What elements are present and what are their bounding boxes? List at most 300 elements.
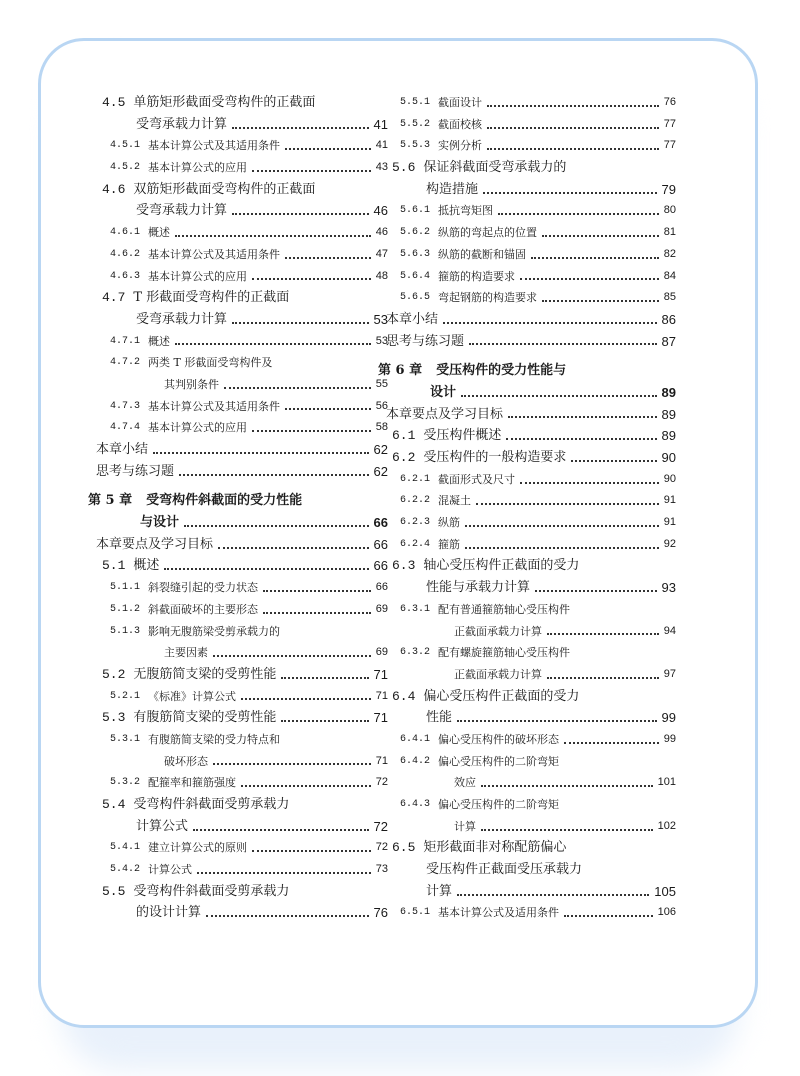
toc-entry-page: 80	[663, 204, 676, 217]
dot-leader	[213, 763, 371, 765]
toc-entry[interactable]	[375, 222, 676, 244]
toc-entry[interactable]	[88, 179, 388, 201]
toc-entry-page: 41	[373, 116, 388, 132]
toc-entry-title: 偏心受压构件正截面的受力	[423, 688, 580, 704]
toc-entry-page: 55	[375, 377, 388, 390]
toc-entry[interactable]	[88, 92, 388, 114]
toc-entry[interactable]	[88, 577, 388, 599]
dot-leader	[520, 482, 659, 484]
toc-entry[interactable]	[378, 404, 676, 426]
toc-entry-title: 计算	[426, 883, 453, 899]
toc-entry-number: 6.4.1	[400, 733, 431, 745]
dot-leader	[224, 387, 371, 389]
dot-leader	[252, 430, 371, 432]
toc-entry-title: 基本计算公式的应用	[148, 161, 248, 175]
toc-entry[interactable]	[375, 244, 676, 266]
toc-entry-page: 72	[373, 818, 388, 834]
toc-entry-number: 6.3	[392, 558, 416, 574]
toc-entry-number: 5.1	[102, 558, 126, 574]
dot-leader	[520, 278, 659, 280]
toc-entry-page: 66	[373, 515, 388, 531]
toc-entry-number: 6.1	[392, 428, 416, 444]
toc-entry-title: 纵筋的截断和锚固	[438, 247, 527, 261]
toc-entry[interactable]	[88, 135, 388, 157]
toc-entry-number: 6.3.1	[400, 603, 431, 615]
dot-leader	[263, 590, 371, 592]
toc-entry-title: 受弯构件斜截面的受力性能	[146, 493, 303, 509]
toc-entry[interactable]	[378, 382, 676, 404]
toc-entry[interactable]	[88, 200, 388, 222]
toc-entry-number: 5.6.4	[400, 270, 431, 282]
dot-leader	[483, 192, 657, 194]
toc-entry-page: 69	[375, 602, 388, 615]
toc-entry-number: 4.7	[102, 290, 126, 306]
toc-entry[interactable]	[375, 772, 676, 794]
toc-entry-number: 4.7.4	[110, 422, 141, 434]
dot-leader	[564, 915, 653, 917]
dot-leader	[547, 677, 659, 679]
dot-leader	[531, 257, 659, 259]
dot-leader	[469, 343, 657, 345]
toc-entry-title: 受弯构件斜截面受剪承载力	[133, 883, 290, 899]
dot-leader	[175, 343, 371, 345]
toc-entry-number: 4.7.3	[110, 400, 141, 412]
dot-leader	[285, 408, 371, 410]
dot-leader	[241, 698, 371, 700]
toc-entry-page: 58	[375, 421, 388, 434]
dot-leader	[206, 915, 369, 917]
toc-entry[interactable]	[375, 599, 676, 621]
toc-entry-title: 影响无腹筋梁受剪承载力的	[148, 624, 281, 638]
toc-entry-page: 79	[661, 181, 676, 197]
toc-entry[interactable]	[375, 577, 676, 599]
toc-entry[interactable]	[375, 331, 676, 353]
toc-entry-page: 102	[657, 819, 676, 832]
toc-entry[interactable]	[375, 135, 676, 157]
toc-entry-page: 46	[375, 226, 388, 239]
toc-entry[interactable]	[378, 621, 676, 643]
dot-leader	[476, 503, 659, 505]
toc-entry-title: 受弯构件斜截面受剪承载力	[133, 797, 290, 812]
toc-entry-title: 《标准》计算公式	[148, 689, 237, 703]
toc-entry-title: 基本计算公式的应用	[148, 269, 248, 283]
toc-entry-title: 保证斜截面受弯承载力的	[423, 160, 567, 176]
toc-entry-number: 6.3.2	[400, 647, 431, 659]
toc-entry-title: 偏心受压构件的二阶弯矩	[438, 798, 560, 811]
toc-entry-title: 有腹筋简支梁的受剪性能	[133, 710, 277, 726]
dot-leader	[232, 213, 369, 215]
toc-entry-title: 偏心受压构件的破坏形态	[438, 732, 560, 746]
toc-entry-title: 基本计算公式及适用条件	[438, 906, 560, 920]
toc-entry-title: 本章小结	[96, 442, 149, 457]
toc-entry-title: 箍筋	[438, 537, 461, 551]
toc-entry-number: 6.2	[392, 450, 416, 465]
toc-entry[interactable]	[378, 425, 676, 447]
toc-entry-title: 有腹筋简支梁的受力特点和	[148, 732, 281, 746]
toc-entry-page: 92	[663, 537, 676, 550]
toc-entry[interactable]	[88, 417, 388, 439]
toc-entry-number: 5.3.2	[110, 777, 141, 789]
toc-entry[interactable]	[88, 794, 388, 816]
toc-entry-title: 抵抗弯矩图	[438, 204, 494, 218]
toc-entry-number: 6.2.3	[400, 517, 431, 529]
toc-entry-page: 89	[661, 428, 676, 444]
toc-entry-title: 箍筋的构造要求	[438, 269, 516, 283]
toc-entry-page: 43	[375, 161, 388, 174]
toc-entry-page: 73	[375, 863, 388, 876]
toc-entry-title: 计算	[454, 819, 476, 833]
toc-entry-title: 正截面承载力计算	[454, 624, 542, 638]
toc-entry[interactable]	[378, 534, 676, 556]
toc-entry-number: 5.1.1	[110, 582, 141, 594]
toc-entry-page: 91	[663, 494, 676, 507]
toc-entry-number: 4.5.2	[110, 162, 141, 174]
toc-entry[interactable]	[375, 837, 676, 859]
toc-entry[interactable]	[88, 881, 388, 903]
toc-entry-title: 受弯承载力计算	[136, 311, 228, 327]
toc-entry-title: 建立计算公式的原则	[148, 841, 248, 855]
toc-entry[interactable]	[375, 642, 676, 664]
toc-entry-title: 矩形截面非对称配筋偏心	[423, 840, 567, 856]
dot-leader	[175, 235, 371, 237]
toc-entry-number: 4.6.2	[110, 248, 141, 260]
toc-entry-title: 配有普通箍筋轴心受压构件	[438, 602, 571, 616]
toc-entry-title: 混凝土	[438, 494, 472, 508]
toc-entry-title: 基本计算公式及其适用条件	[148, 247, 281, 261]
toc-entry-number: 5.5	[102, 883, 126, 899]
toc-entry[interactable]	[378, 664, 676, 686]
toc-entry[interactable]	[88, 837, 388, 859]
toc-entry[interactable]	[378, 200, 676, 222]
toc-entry-title: 性能与承载力计算	[426, 580, 531, 596]
toc-entry[interactable]	[88, 534, 388, 556]
toc-entry-number: 4.5.1	[110, 140, 141, 152]
toc-entry[interactable]	[88, 439, 388, 461]
toc-entry-page: 87	[661, 333, 676, 349]
dot-leader	[481, 785, 653, 787]
toc-entry-title: 基本计算公式及其适用条件	[148, 139, 281, 153]
toc-entry[interactable]	[88, 729, 388, 751]
toc-entry-number: 5.3	[102, 710, 126, 726]
toc-entry[interactable]	[88, 707, 388, 729]
toc-entry-title: 的设计计算	[136, 905, 202, 921]
dot-leader	[487, 127, 659, 129]
toc-entry[interactable]	[378, 287, 676, 309]
toc-entry-page: 56	[375, 399, 388, 412]
toc-entry-title: 本章小结	[386, 311, 439, 327]
toc-entry-page: 91	[663, 516, 676, 529]
toc-entry-page: 99	[663, 732, 676, 745]
toc-entry-number: 4.6.3	[110, 270, 141, 282]
toc-entry-title: 两类 T 形截面受弯构件及	[148, 356, 273, 370]
toc-entry-title: 受压构件概述	[423, 428, 502, 444]
toc-entry[interactable]	[88, 396, 388, 418]
dot-leader	[263, 612, 371, 614]
toc-entry-number: 5.4	[102, 797, 126, 812]
toc-entry-number: 5.4.2	[110, 864, 141, 876]
toc-entry-page: 82	[663, 247, 676, 260]
toc-entry[interactable]	[378, 92, 676, 114]
toc-entry-page: 53	[373, 311, 388, 327]
dot-leader	[285, 148, 371, 150]
toc-entry-title: 弯起钢筋的构造要求	[438, 291, 538, 305]
dot-leader	[542, 235, 659, 237]
toc-entry[interactable]	[88, 642, 388, 664]
dot-leader	[213, 655, 371, 657]
toc-entry[interactable]	[88, 664, 388, 686]
toc-entry-number: 4.5	[102, 95, 126, 110]
dot-leader	[232, 127, 369, 129]
dot-leader	[481, 829, 653, 831]
toc-entry-title: 性能	[426, 710, 453, 726]
toc-entry-page: 85	[663, 291, 676, 304]
toc-entry-title: 其判别条件	[164, 377, 219, 391]
toc-entry-page: 90	[661, 450, 676, 465]
toc-entry[interactable]	[375, 266, 676, 288]
toc-entry[interactable]	[88, 461, 388, 483]
toc-entry-title: 受压构件的受力性能与	[436, 363, 567, 379]
toc-entry-title: 斜裂缝引起的受力状态	[148, 581, 259, 595]
toc-entry[interactable]	[88, 621, 388, 643]
toc-entry-number: 6.4	[392, 688, 416, 704]
toc-entry[interactable]	[378, 555, 676, 577]
toc-entry-number: 6.2.2	[400, 495, 431, 507]
toc-entry-page: 94	[663, 624, 676, 637]
toc-entry-number: 5.2.1	[110, 690, 141, 702]
toc-entry-title: 本章要点及学习目标	[96, 536, 214, 552]
toc-entry-page: 89	[661, 406, 676, 422]
toc-entry-number: 6.5	[392, 840, 416, 856]
toc-entry[interactable]	[378, 114, 676, 136]
dot-leader	[281, 720, 368, 722]
dot-leader	[184, 525, 369, 527]
toc-entry[interactable]	[378, 179, 676, 201]
dot-leader	[252, 170, 371, 172]
dot-leader	[193, 829, 369, 831]
toc-entry-title: 受压构件正截面受压承载力	[426, 862, 583, 878]
dot-leader	[571, 460, 656, 462]
toc-entry-number: 5.1.2	[110, 603, 141, 615]
toc-entry-title: 纵筋	[438, 516, 461, 530]
dot-leader	[457, 720, 657, 722]
toc-entry[interactable]	[378, 816, 676, 838]
toc-entry-title: 设计	[430, 384, 457, 400]
toc-entry-page: 101	[657, 776, 676, 789]
toc-entry-title: 无腹筋简支梁的受剪性能	[133, 666, 277, 682]
toc-entry-page: 81	[663, 226, 676, 239]
toc-entry[interactable]	[378, 794, 676, 816]
dot-leader	[508, 416, 657, 418]
toc-entry-page: 93	[661, 580, 676, 596]
dot-leader	[232, 322, 369, 324]
toc-entry-number: 4.6.1	[110, 227, 141, 239]
toc-entry[interactable]	[88, 816, 388, 838]
dot-leader	[443, 322, 657, 324]
toc-entry-title: 效应	[454, 776, 476, 790]
toc-entry-page: 71	[375, 689, 388, 702]
toc-entry[interactable]	[88, 266, 388, 288]
toc-entry-page: 105	[654, 883, 676, 899]
dot-leader	[465, 547, 659, 549]
toc-entry-title: 偏心受压构件的二阶弯矩	[438, 754, 560, 768]
toc-entry-title: 受弯承载力计算	[136, 203, 228, 219]
toc-entry-title: 概述	[148, 334, 171, 348]
dot-leader	[457, 894, 649, 896]
toc-entry-page: 62	[373, 442, 388, 457]
toc-entry-page: 71	[375, 754, 388, 767]
toc-entry-title: 配箍率和箍筋强度	[148, 776, 237, 790]
toc-entry[interactable]	[378, 490, 676, 512]
toc-entry-page: 86	[661, 311, 676, 327]
toc-entry[interactable]	[378, 512, 676, 534]
toc-entry-number: 4.6	[102, 181, 126, 197]
toc-entry-page: 99	[661, 710, 676, 726]
toc-entry-title: 基本计算公式及其适用条件	[148, 399, 281, 413]
toc-entry-title: 截面校核	[438, 117, 483, 131]
toc-entry-number: 5.6.1	[400, 205, 431, 217]
toc-entry-title: 计算公式	[136, 818, 189, 834]
toc-entry[interactable]	[88, 512, 388, 534]
toc-entry-page: 72	[375, 841, 388, 854]
toc-entry-page: 48	[375, 269, 388, 282]
dot-leader	[498, 213, 659, 215]
toc-entry-number: 4.7.2	[110, 357, 141, 369]
toc-entry-number: 5.3.1	[110, 733, 141, 745]
dot-leader	[252, 278, 371, 280]
dot-leader	[542, 300, 659, 302]
toc-entry[interactable]	[88, 222, 388, 244]
dot-leader	[487, 148, 659, 150]
toc-entry-page: 97	[663, 667, 676, 680]
toc-entry[interactable]	[88, 114, 388, 136]
dot-leader	[241, 785, 371, 787]
toc-entry-title: 截面形式及尺寸	[438, 472, 516, 486]
toc-entry[interactable]	[375, 859, 676, 881]
toc-entry[interactable]	[378, 881, 676, 903]
toc-entry-page: 69	[375, 646, 388, 659]
toc-entry-number: 6.2.4	[400, 538, 431, 550]
toc-entry-title: 实例分析	[438, 139, 483, 153]
toc-entry-page: 66	[375, 581, 388, 594]
toc-entry[interactable]	[378, 729, 676, 751]
toc-entry-page: 72	[375, 776, 388, 789]
toc-entry-title: 纵筋的弯起点的位置	[438, 226, 538, 240]
toc-entry[interactable]	[378, 360, 676, 382]
toc-entry-number: 6.5.1	[400, 907, 431, 919]
toc-entry-page: 41	[375, 139, 388, 152]
toc-entry-page: 71	[373, 666, 388, 682]
toc-entry[interactable]	[88, 490, 388, 512]
toc-entry-number: 4.7.1	[110, 335, 141, 347]
toc-entry-number: 5.5.3	[400, 140, 431, 152]
toc-entry-title: 双筋矩形截面受弯构件的正截面	[133, 181, 316, 197]
toc-entry-number: 5.6.3	[400, 248, 431, 260]
dot-leader	[564, 742, 659, 744]
toc-entry[interactable]	[88, 352, 388, 374]
toc-entry-page: 90	[663, 472, 676, 485]
toc-entry-title: 轴心受压构件正截面的受力	[423, 558, 580, 574]
toc-entry-number: 5.6.5	[400, 292, 431, 304]
toc-entry-page: 76	[663, 96, 676, 108]
toc-entry[interactable]	[378, 902, 676, 924]
dot-leader	[506, 438, 656, 440]
dot-leader	[285, 257, 371, 259]
toc-right-column	[375, 92, 676, 924]
toc-entry-number: 5.6.2	[400, 227, 431, 239]
toc-entry[interactable]	[88, 859, 388, 881]
toc-entry-title: 概述	[133, 558, 160, 574]
dot-leader	[547, 633, 659, 635]
toc-entry-title: 构造措施	[426, 181, 479, 197]
toc-entry-page: 89	[661, 384, 676, 400]
toc-entry[interactable]	[378, 469, 676, 491]
toc-entry-title: 计算公式	[148, 863, 193, 877]
dot-leader	[164, 568, 368, 570]
toc-entry[interactable]	[88, 686, 388, 708]
toc-entry-number: 5.2	[102, 666, 126, 682]
toc-entry-title: 思考与练习题	[96, 463, 175, 479]
toc-entry-number: 6.2.1	[400, 473, 431, 485]
toc-entry-title: 基本计算公式的应用	[148, 421, 248, 435]
toc-entry-title: 受压构件的一般构造要求	[423, 450, 567, 465]
toc-entry-title: 受弯承载力计算	[136, 116, 228, 132]
toc-entry-title: 破坏形态	[164, 754, 208, 768]
toc-entry[interactable]	[88, 157, 388, 179]
dot-leader	[281, 677, 368, 679]
toc-entry-page: 66	[373, 536, 388, 552]
dot-leader	[465, 525, 659, 527]
toc-entry[interactable]	[88, 287, 388, 309]
toc-entry-title: 概述	[148, 226, 171, 240]
toc-entry-title: 思考与练习题	[386, 333, 465, 349]
toc-entry-title: 配有螺旋箍筋轴心受压构件	[438, 646, 571, 660]
toc-entry[interactable]	[88, 751, 388, 773]
toc-entry[interactable]	[88, 599, 388, 621]
toc-entry-number: 5.6	[392, 160, 416, 176]
toc-entry-number: 6.4.2	[400, 755, 431, 767]
toc-entry[interactable]	[378, 707, 676, 729]
toc-entry[interactable]	[88, 374, 388, 396]
dot-leader	[487, 105, 659, 107]
dot-leader	[153, 452, 369, 454]
toc-entry-page: 53	[375, 334, 388, 347]
toc-entry[interactable]	[375, 751, 676, 773]
toc-entry-title: 与设计	[140, 515, 180, 531]
toc-entry[interactable]	[378, 309, 676, 331]
toc-entry-title: 斜截面破坏的主要形态	[148, 602, 259, 616]
toc-entry[interactable]	[88, 244, 388, 266]
toc-entry-number: 5.5.1	[400, 97, 431, 108]
toc-entry[interactable]	[88, 555, 388, 577]
toc-entry-title: 本章要点及学习目标	[386, 406, 504, 422]
toc-entry[interactable]	[88, 772, 388, 794]
toc-entry-number: 第 5 章	[88, 493, 133, 509]
toc-entry[interactable]	[88, 309, 388, 331]
toc-entry-number: 5.4.1	[110, 842, 141, 854]
toc-entry[interactable]	[88, 902, 388, 924]
dot-leader	[179, 474, 369, 476]
toc-entry-number: 第 6 章	[378, 363, 423, 379]
toc-entry[interactable]	[88, 331, 388, 353]
dot-leader	[252, 850, 371, 852]
toc-entry[interactable]	[378, 447, 676, 469]
toc-entry-title: 截面设计	[438, 96, 483, 109]
toc-entry[interactable]	[375, 686, 676, 708]
toc-entry-page: 47	[375, 247, 388, 260]
toc-entry[interactable]	[375, 157, 676, 179]
dot-leader	[535, 590, 657, 592]
toc-entry-page: 76	[373, 905, 388, 921]
